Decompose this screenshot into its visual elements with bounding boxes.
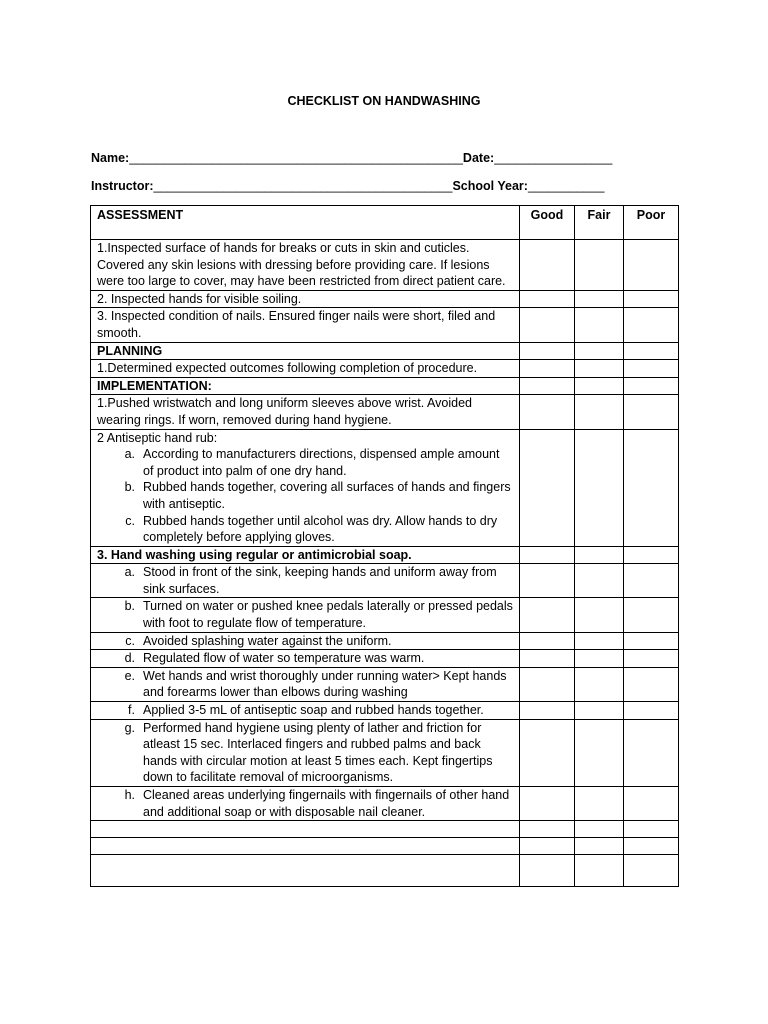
poor-cell[interactable]: [624, 632, 679, 650]
good-cell[interactable]: [520, 377, 575, 395]
poor-cell[interactable]: [624, 787, 679, 821]
poor-cell[interactable]: [624, 342, 679, 360]
poor-cell[interactable]: [624, 429, 679, 546]
blank-item-cell[interactable]: [91, 855, 520, 887]
fair-cell[interactable]: [575, 564, 624, 598]
item-text: 1.Determined expected outcomes following completion of procedure.: [91, 360, 520, 378]
list-item: [97, 513, 513, 546]
fair-cell[interactable]: [575, 632, 624, 650]
poor-cell[interactable]: [624, 650, 679, 668]
item-text: Stood in front of the sink, keeping hands and uniform away from sink surfaces.: [143, 565, 497, 596]
fair-cell[interactable]: [575, 546, 624, 564]
name-date-line: [91, 150, 677, 167]
blank-row: [91, 838, 679, 855]
list-item: [91, 667, 520, 701]
fair-cell[interactable]: [575, 377, 624, 395]
table-row: [91, 650, 679, 668]
list-item: [97, 446, 513, 479]
item-letter: c.: [125, 513, 135, 528]
good-cell[interactable]: [520, 838, 575, 855]
item-text: Rubbed hands together, covering all surfaces of hands and fingers with antiseptic.: [143, 480, 511, 511]
section-row: [91, 342, 679, 360]
item-letter: d.: [124, 651, 135, 666]
item-letter: g.: [124, 720, 135, 735]
item-text: 1.Pushed wristwatch and long uniform sleeves above wrist. Avoided wearing rings. If worn, removed during hand hygiene.: [91, 395, 520, 429]
good-cell[interactable]: [520, 395, 575, 429]
document-title: CHECKLIST ON HANDWASHING: [287, 94, 481, 108]
poor-cell[interactable]: [624, 308, 679, 342]
fair-cell[interactable]: [575, 838, 624, 855]
table-row: [91, 564, 679, 598]
list-item: [91, 598, 520, 632]
good-cell[interactable]: [520, 821, 575, 838]
item-text: 2. Inspected hands for visible soiling.: [91, 290, 520, 308]
item-text: 1.Inspected surface of hands for breaks or cuts in skin and cuticles. Covered any skin lesions with dressing before providing care. If lesions were too large to cover, may have been restricted from direct patient care.: [91, 240, 520, 291]
table-row: [91, 395, 679, 429]
school-year-field[interactable]: ___________: [527, 179, 605, 193]
date-field[interactable]: _________________: [494, 151, 613, 165]
antiseptic-title: 2 Antiseptic hand rub:: [97, 430, 218, 445]
item-letter: f.: [128, 703, 135, 718]
table-row: [91, 290, 679, 308]
good-cell[interactable]: [520, 667, 575, 701]
item-letter: c.: [125, 633, 135, 648]
good-cell[interactable]: [520, 719, 575, 786]
item-letter: e.: [124, 668, 135, 683]
list-item: [91, 564, 520, 598]
good-cell[interactable]: [520, 429, 575, 546]
assessment-header: ASSESSMENT: [91, 206, 520, 240]
good-cell[interactable]: [520, 360, 575, 378]
table-row: [91, 360, 679, 378]
fair-cell[interactable]: [575, 308, 624, 342]
fair-cell[interactable]: [575, 719, 624, 786]
poor-cell[interactable]: [624, 667, 679, 701]
section-row: [91, 546, 679, 564]
good-cell[interactable]: [520, 546, 575, 564]
fair-cell[interactable]: [575, 429, 624, 546]
poor-cell[interactable]: [624, 546, 679, 564]
fair-cell[interactable]: [575, 395, 624, 429]
table-row: [91, 719, 679, 786]
blank-row: [91, 821, 679, 838]
fair-cell[interactable]: [575, 240, 624, 291]
list-item: [91, 702, 520, 720]
poor-header: Poor: [624, 206, 679, 240]
fair-header: Fair: [575, 206, 624, 240]
table-row: [91, 632, 679, 650]
fair-cell[interactable]: [575, 821, 624, 838]
blank-item-cell[interactable]: [91, 821, 520, 838]
list-item: [91, 632, 520, 650]
good-cell[interactable]: [520, 342, 575, 360]
antiseptic-block: [91, 429, 520, 546]
poor-cell[interactable]: [624, 377, 679, 395]
fair-cell[interactable]: [575, 360, 624, 378]
item-text: Applied 3-5 mL of antiseptic soap and rubbed hands together.: [143, 703, 484, 718]
fair-cell[interactable]: [575, 342, 624, 360]
good-cell[interactable]: [520, 632, 575, 650]
instructor-schoolyear-line: [91, 178, 677, 195]
fair-cell[interactable]: [575, 702, 624, 720]
fair-cell[interactable]: [575, 598, 624, 632]
poor-cell[interactable]: [624, 564, 679, 598]
instructor-field[interactable]: ___________________________________________: [153, 179, 453, 193]
table-row: [91, 240, 679, 291]
poor-cell[interactable]: [624, 719, 679, 786]
table-row: [91, 787, 679, 821]
poor-cell[interactable]: [624, 702, 679, 720]
good-cell[interactable]: [520, 240, 575, 291]
table-row: [91, 702, 679, 720]
name-field[interactable]: ________________________________________________: [129, 151, 463, 165]
fair-cell[interactable]: [575, 290, 624, 308]
poor-cell[interactable]: [624, 855, 679, 887]
instructor-label: Instructor:: [91, 179, 154, 193]
poor-cell[interactable]: [624, 395, 679, 429]
good-cell[interactable]: [520, 702, 575, 720]
item-text: Wet hands and wrist thoroughly under running water> Kept hands and forearms lower than elbows during washing: [143, 668, 507, 700]
blank-item-cell[interactable]: [91, 838, 520, 855]
item-text: Performed hand hygiene using plenty of lather and friction for atleast 15 sec. Interlaced fingers and rubbed palms and back hands with circular motion at least 5 times each. Kept fingertips down to facilitate removal of microorganisms.: [143, 720, 493, 785]
good-cell[interactable]: [520, 290, 575, 308]
item-text: Regulated flow of water so temperature was warm.: [143, 651, 425, 666]
fair-cell[interactable]: [575, 667, 624, 701]
item-letter: a.: [124, 447, 135, 462]
list-item: [91, 787, 520, 821]
item-text: Avoided splashing water against the uniform.: [143, 633, 392, 648]
blank-row: [91, 855, 679, 887]
section-row: [91, 377, 679, 395]
poor-cell[interactable]: [624, 838, 679, 855]
fair-cell[interactable]: [575, 855, 624, 887]
planning-header: PLANNING: [91, 342, 520, 360]
fair-cell[interactable]: [575, 787, 624, 821]
good-cell[interactable]: [520, 787, 575, 821]
handwashing-header: 3. Hand washing using regular or antimicrobial soap.: [91, 546, 520, 564]
checklist-table: [90, 205, 679, 887]
list-item: [91, 650, 520, 668]
table-row: [91, 598, 679, 632]
good-cell[interactable]: [520, 855, 575, 887]
good-cell[interactable]: [520, 598, 575, 632]
poor-cell[interactable]: [624, 598, 679, 632]
fair-cell[interactable]: [575, 650, 624, 668]
table-row: [91, 429, 679, 546]
poor-cell[interactable]: [624, 821, 679, 838]
table-row: [91, 308, 679, 342]
poor-cell[interactable]: [624, 290, 679, 308]
good-header: Good: [520, 206, 575, 240]
item-text: According to manufacturers directions, dispensed ample amount of product into palm of one dry hand.: [143, 447, 500, 478]
date-label: Date:: [462, 151, 495, 165]
good-cell[interactable]: [520, 650, 575, 668]
item-text: 3. Inspected condition of nails. Ensured finger nails were short, filed and smooth.: [91, 308, 520, 342]
poor-cell[interactable]: [624, 240, 679, 291]
item-letter: h.: [124, 788, 135, 802]
item-letter: b.: [124, 599, 135, 614]
item-text: Cleaned areas underlying fingernails with fingernails of other hand and additional soap or with disposable nail cleaner.: [143, 788, 510, 819]
item-letter: a.: [124, 565, 135, 580]
item-text: Turned on water or pushed knee pedals laterally or pressed pedals with foot to regulate flow of temperature.: [143, 599, 513, 631]
good-cell[interactable]: [520, 564, 575, 598]
list-item: [91, 719, 520, 786]
list-item: [97, 479, 513, 512]
implementation-header: IMPLEMENTATION:: [91, 377, 520, 395]
table-header-row: [91, 206, 679, 240]
item-letter: b.: [124, 480, 135, 495]
good-cell[interactable]: [520, 308, 575, 342]
school-year-label: School Year:: [452, 179, 528, 193]
table-row: [91, 667, 679, 701]
item-text: Rubbed hands together until alcohol was dry. Allow hands to dry completely before applying gloves.: [143, 513, 498, 545]
poor-cell[interactable]: [624, 360, 679, 378]
name-label: Name:: [91, 151, 130, 165]
